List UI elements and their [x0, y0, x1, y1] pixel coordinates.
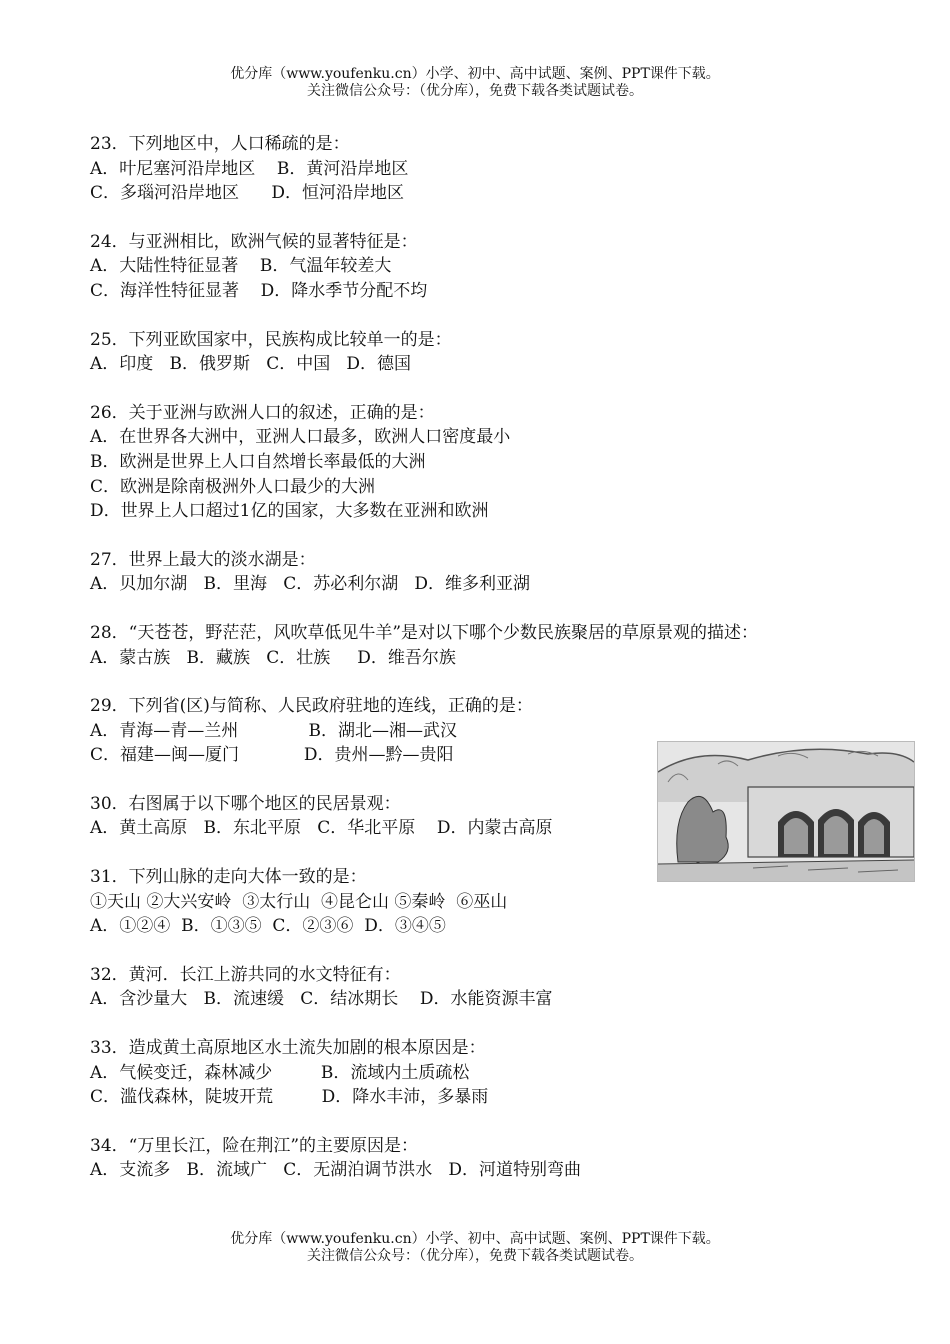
question-stem: 29．下列省(区)与简称、人民政府驻地的连线，正确的是：: [90, 696, 533, 717]
question-stem: 31．下列山脉的走向大体一致的是：: [90, 867, 367, 888]
question-stem: 27．世界上最大的淡水湖是：: [90, 549, 316, 570]
question-stem: 33．造成黄土高原地区水土流失加剧的根本原因是：: [90, 1038, 486, 1059]
question-stem: 25．下列亚欧国家中，民族构成比较单一的是：: [90, 329, 452, 350]
question-block: [90, 963, 870, 1012]
question-stem: 30．右图属于以下哪个地区的民居景观：: [90, 793, 401, 814]
question-options: ①天山 ②大兴安岭 ③太行山 ④昆仑山 ⑤秦岭 ⑥巫山: [90, 891, 508, 912]
question-stem: 32．黄河．长江上游共同的水文特征有：: [90, 964, 401, 985]
question-options: A．支流多 B．流域广 C．无湖泊调节洪水 D．河道特别弯曲: [90, 1160, 582, 1181]
question-options: C．滥伐森林，陡坡开荒 D．降水丰沛，多暴雨: [90, 1087, 489, 1108]
question-options: A．叶尼塞河沿岸地区 B．黄河沿岸地区: [90, 158, 409, 179]
question-options: A．贝加尔湖 B．里海 C．苏必利尔湖 D．维多利亚湖: [90, 574, 531, 595]
question-block: [90, 548, 870, 597]
question-stem: 24．与亚洲相比，欧洲气候的显著特征是：: [90, 231, 418, 252]
question-options: A．黄土高原 B．东北平原 C．华北平原 D．内蒙古高原: [90, 818, 553, 839]
question-stem: 26．关于亚洲与欧洲人口的叙述，正确的是：: [90, 402, 435, 423]
question-options: C．欧洲是除南极洲外人口最少的大洲: [90, 476, 376, 497]
question-options: A．气候变迁，森林减少 B．流域内土质疏松: [90, 1062, 470, 1083]
question-stem: 34．“万里长江，险在荆江”的主要原因是：: [90, 1135, 419, 1156]
question-options: C．福建—闽—厦门 D．贵州—黔—贵阳: [90, 745, 454, 766]
footer-line-1: 优分库（www.youfenku.cn）小学、初中、高中试题、案例、PPT课件下载。: [230, 1231, 720, 1247]
header-line-1: 优分库（www.youfenku.cn）小学、初中、高中试题、案例、PPT课件下载。: [230, 66, 720, 82]
question-options: A．印度 B．俄罗斯 C．中国 D．德国: [90, 354, 412, 375]
question-options: A．含沙量大 B．流速缓 C．结冰期长 D．水能资源丰富: [90, 989, 553, 1010]
question-block: [90, 1036, 870, 1110]
question-options: A．①②④ B．①③⑤ C．②③⑥ D．③④⑤: [90, 916, 446, 937]
question-block: [90, 401, 870, 524]
loess-cave-dwelling-illustration: [657, 741, 915, 882]
page-footer: [0, 1231, 950, 1265]
question-stem: 23．下列地区中，人口稀疏的是：: [90, 134, 350, 154]
question-block: [90, 132, 870, 206]
question-block: [90, 230, 870, 304]
question-options: A．青海—青—兰州 B．湖北—湘—武汉: [90, 720, 458, 741]
question-options: A．大陆性特征显著 B．气温年较差大: [90, 256, 392, 277]
question-options: B．欧洲是世界上人口自然增长率最低的大洲: [90, 451, 426, 472]
question-block: [90, 1134, 870, 1183]
question-options: A．蒙古族 B．藏族 C．壮族 D．维吾尔族: [90, 647, 456, 668]
question-list: [90, 132, 870, 1207]
question-options: C．多瑙河沿岸地区 D．恒河沿岸地区: [90, 183, 405, 204]
question-options: D．世界上人口超过1亿的国家，大多数在亚洲和欧洲: [90, 501, 489, 522]
question-stem: 28．“天苍苍，野茫茫，风吹草低见牛羊”是对以下哪个少数民族聚居的草原景观的描述：: [90, 622, 759, 643]
question-block: [90, 328, 870, 377]
question-block: [90, 621, 870, 670]
footer-line-2: 关注微信公众号：（优分库），免费下载各类试题试卷。: [307, 1248, 643, 1264]
header-line-2: 关注微信公众号：（优分库），免费下载各类试题试卷。: [307, 83, 643, 99]
question-options: C．海洋性特征显著 D．降水季节分配不均: [90, 280, 428, 301]
question-options: A．在世界各大洲中，亚洲人口最多，欧洲人口密度最小: [90, 427, 511, 448]
page-header: [0, 66, 950, 100]
